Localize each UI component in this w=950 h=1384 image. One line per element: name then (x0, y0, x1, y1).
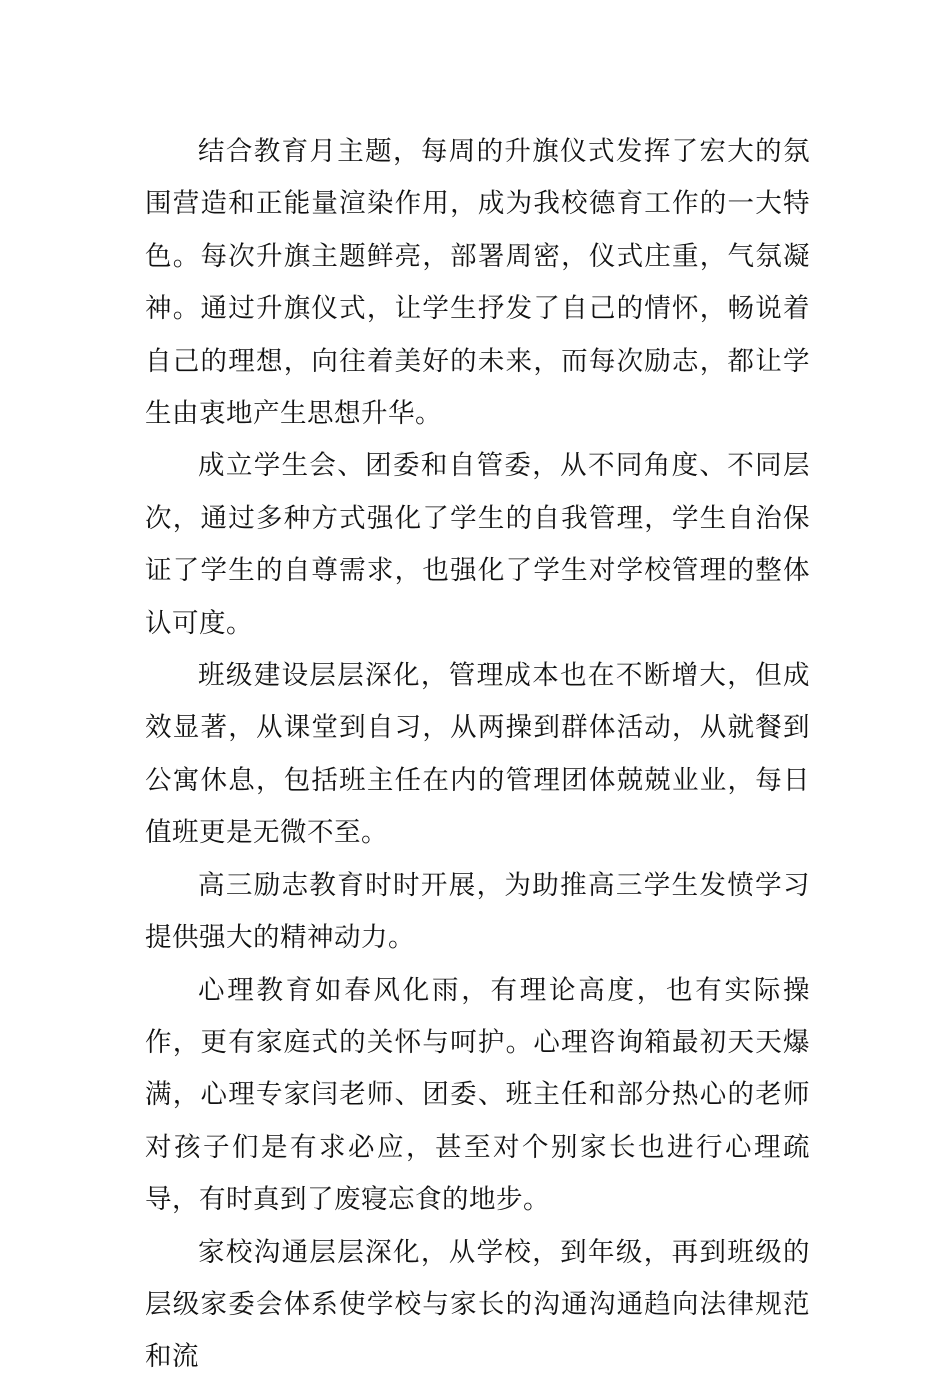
paragraph-psychological-education: 心理教育如春风化雨，有理论高度，也有实际操作，更有家庭式的关怀与呵护。心理咨询箱最初天天爆满，心理专家闫老师、团委、班主任和部分热心的老师对孩子们是有求必应，甚至对个别家长也进行心理疏导，有时真到了废寝忘食的地步。 (145, 974, 810, 1216)
paragraph-flag-ceremony: 结合教育月主题，每周的升旗仪式发挥了宏大的氛围营造和正能量渲染作用，成为我校德育工作的一大特色。每次升旗主题鲜亮，部署周密，仪式庄重，气氛凝神。通过升旗仪式，让学生抒发了自己的情怀，畅说着自己的理想，向往着美好的未来，而每次励志，都让学生由衷地产生思想升华。 (145, 136, 810, 430)
document-body (145, 126, 810, 1384)
paragraph-class-management: 班级建设层层深化，管理成本也在不断增大，但成效显著，从课堂到自习，从两操到群体活动，从就餐到公寓休息，包括班主任在内的管理团体兢兢业业，每日值班更是无微不至。 (145, 660, 810, 849)
paragraph-home-school-communication: 家校沟通层层深化，从学校，到年级，再到班级的层级家委会体系使学校与家长的沟通沟通趋向法律规范和流 (145, 1236, 810, 1373)
paragraph-senior-motivation: 高三励志教育时时开展，为助推高三学生发愤学习提供强大的精神动力。 (145, 869, 810, 954)
paragraph-student-council: 成立学生会、团委和自管委，从不同角度、不同层次，通过多种方式强化了学生的自我管理，学生自治保证了学生的自尊需求，也强化了学生对学校管理的整体认可度。 (145, 450, 810, 639)
